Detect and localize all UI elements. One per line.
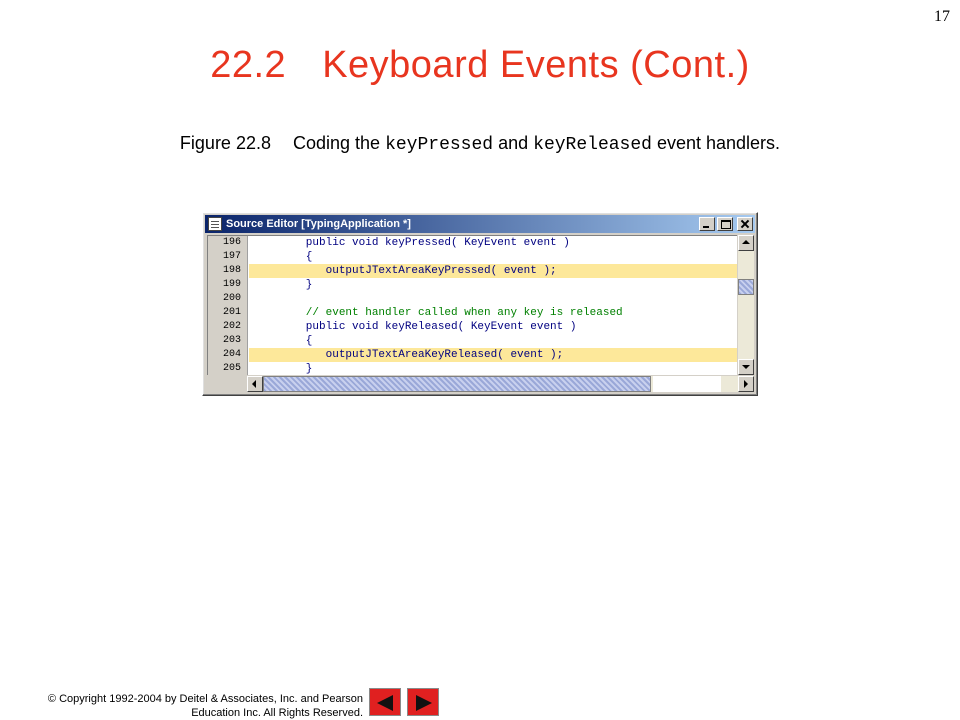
slide-number: 17 (934, 8, 950, 25)
figure-label: Figure 22.8 (179, 133, 271, 153)
code-line[interactable] (208, 306, 737, 320)
line-number: 203 (208, 334, 248, 348)
scroll-left-button[interactable] (247, 376, 263, 392)
minimize-button[interactable] (699, 217, 715, 231)
caption-code-keyreleased: keyReleased (533, 135, 652, 155)
section-title: Keyboard Events (Cont.) (322, 44, 750, 86)
editor-title: Source Editor [TypingApplication *] (226, 218, 411, 230)
close-button[interactable] (737, 217, 753, 231)
code-editor-area[interactable] (207, 235, 737, 375)
code-line[interactable] (208, 292, 737, 306)
line-number: 199 (208, 278, 248, 292)
code-text: } (253, 363, 313, 375)
line-number: 198 (208, 264, 248, 278)
previous-slide-button[interactable] (369, 688, 401, 716)
line-number: 205 (208, 362, 248, 375)
line-number: 197 (208, 250, 248, 264)
scroll-up-button[interactable] (738, 235, 754, 251)
arrow-left-icon (252, 380, 256, 388)
arrow-right-icon (744, 380, 748, 388)
copyright-line-1: © Copyright 1992-2004 by Deitel & Associates, Inc. and Pearson (47, 693, 363, 705)
code-line[interactable] (208, 236, 737, 250)
highlighted-code-text: outputJTextAreaKeyReleased( event ); (249, 348, 737, 362)
code-line[interactable] (208, 348, 737, 362)
arrow-up-icon (742, 240, 750, 244)
caption-code-keypressed: keyPressed (385, 135, 494, 155)
code-line[interactable] (208, 362, 737, 375)
line-number: 200 (208, 292, 248, 306)
code-text: } (253, 279, 313, 291)
code-line[interactable] (208, 250, 737, 264)
vertical-scrollbar[interactable] (738, 235, 754, 375)
arrow-right-icon (416, 695, 432, 711)
line-number: 196 (208, 236, 248, 250)
editor-titlebar[interactable] (205, 215, 755, 233)
horizontal-scroll-track[interactable] (653, 376, 721, 392)
code-text: public void keyPressed( KeyEvent event ) (253, 237, 570, 249)
caption-text-3: event handlers. (651, 133, 781, 153)
code-text (249, 292, 737, 306)
line-number: 204 (208, 348, 248, 362)
arrow-left-icon (377, 695, 393, 711)
copyright-line-2: Education Inc. All Rights Reserved. (191, 707, 363, 719)
caption-text-2: and (493, 133, 534, 153)
source-editor-window (202, 212, 758, 396)
line-number: 202 (208, 320, 248, 334)
code-text: // event handler called when any key is released (253, 307, 623, 319)
code-line[interactable] (208, 334, 737, 348)
highlighted-code-text: outputJTextAreaKeyPressed( event ); (249, 264, 737, 278)
code-line[interactable] (208, 320, 737, 334)
arrow-down-icon (742, 365, 750, 369)
horizontal-scrollbar[interactable] (247, 376, 754, 392)
code-line[interactable] (208, 278, 737, 292)
slide-title (0, 44, 960, 87)
caption-text-1: Coding the (292, 133, 386, 153)
code-line[interactable] (208, 264, 737, 278)
code-text: public void keyReleased( KeyEvent event ) (253, 321, 577, 333)
figure-caption (0, 133, 960, 155)
horizontal-scroll-thumb[interactable] (263, 376, 651, 392)
copyright-notice (8, 692, 363, 720)
code-text: { (253, 251, 313, 263)
document-icon (208, 217, 222, 231)
line-number: 201 (208, 306, 248, 320)
scroll-right-button[interactable] (738, 376, 754, 392)
scroll-down-button[interactable] (738, 359, 754, 375)
section-number: 22.2 (210, 44, 287, 86)
gutter-corner (207, 376, 247, 392)
code-text: { (253, 335, 313, 347)
next-slide-button[interactable] (407, 688, 439, 716)
vertical-scroll-thumb[interactable] (738, 279, 754, 295)
maximize-button[interactable] (717, 217, 733, 231)
